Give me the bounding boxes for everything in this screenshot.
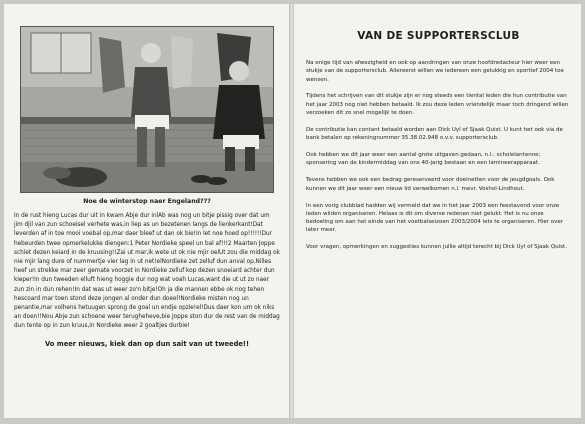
right-page	[294, 4, 581, 418]
paragraph-party-plans: In een vorig clubblad hadden wij vermeld dat we in het jaar 2003 een feestavond voor onze leden wilden organiseren. Helaas is dit om diverse redenen niet gelukt. Het is nu onze bedoeling om aan het einde van het voetbalseizoen 2003/2004 iets te organiseren. Hier over later meer.	[306, 202, 564, 234]
match-report-text: In de rust hieng Lucas dur uit in kwam Abje dur inlAb was nog un bitje pissig over dat um jim djil van zun schoeisel verhete was,in liep as un bezetenen langs de lienkerkant!Dat leverden af in toe mooi voebal op,mar daer bleef ut dan ok bie!In let noe hoed op!!!!!!Dur hebeurden twee opmerkelukke diengen:1 Peter Nordieke speel un bal af!!!2 Maarten Joppe schiet dezen keiard in de kruusing!!Zai ut mar,ik wete ut ok nie mjir oelUt zou die middag ok nie mjir lang dure of nummertje vier lag in ut net!elNordieke zet zelluf dun anval op,Nilles heef un strekke mar zeer gemate voorzet in Nordieke zelluf kop dezen snoeiard achter dun kieper!In dun tweeden elluft hieng hoggie dur nog wat voah Lucas,want die ut ut zo naer zun zin in dun rehen!In dat was ut weer zo'n bitje!Oh ja die mannen ebbe ok nog tehen hescoard mar toen stond deze jongen al onder dun doeel!Nordieke misten nog un penantie,mar volhens hetuugen sprong de goal un endje opzie!el!Dus daer kon um ok niks an doen!!Nou Abje zun schoene weer terugheheve,bie Joppe ston dur de rest van de middag dun tente op in zun kruus,in Nordieke weer 2 goaltjes durbie!	[14, 213, 280, 330]
left-page	[4, 4, 290, 418]
paragraph-contribution-reminder: Tijdens het schrijven van dit stukje zijn er nog steeds een tiental leden die hun contributie van het jaar 2003 nog niet hebben betaald. Ik zou deze leden vriendelijk maar toch dringend willen verzoeken dit zo snel mogelijk te doen.	[306, 93, 569, 117]
photo-illustration	[21, 27, 273, 192]
article-title: VAN DE SUPPORTERSCLUB	[357, 30, 520, 42]
closing-line: Vo meer nieuws, kiek dan op dun sait van ut tweede!!	[45, 339, 249, 348]
paragraph-new-member: Tevens hebben we ook een bedrag gereserveerd voor doelnetten voor de jeugdgoals. Ook kunnen we dit jaar weer een nieuw lid verwelkomen n.l. mevr. Voshol-Lindhout.	[306, 177, 555, 192]
paragraph-expenses: Ook hebben we dit jaar weer een aantal grote uitgaven gedaan, n.l.: scholelantenne; sponsering van de kindermiddag van ons 40-jarig bestaan en een lamineerapparaat.	[306, 152, 541, 167]
paragraph-contact: Voor vragen, opmerkingen en suggesties kunnen jullie altijd terecht bij Dick Uyl of Sjaak Quist.	[306, 244, 567, 251]
photo-caption: Noe de winterstop naer Engeland???	[83, 198, 211, 205]
paragraph-payment-details: De contributie kan contant betaald worden aan Dick Uyl of Sjaak Quist. U kunt het ook via de bank betalen op rekeningnummer 35.38.02.948 o.v.v. supportersclub.	[306, 126, 563, 142]
locker-room-photo	[20, 26, 274, 193]
paragraph-intro: Na enige tijd van afwezigheid en ook op aandringen van onze hoofdredacteur hier weer een stukje van de supportersclub. Allereerst willen we iedereen een gelukkig en sportief 2004 toe wensen.	[306, 60, 564, 83]
